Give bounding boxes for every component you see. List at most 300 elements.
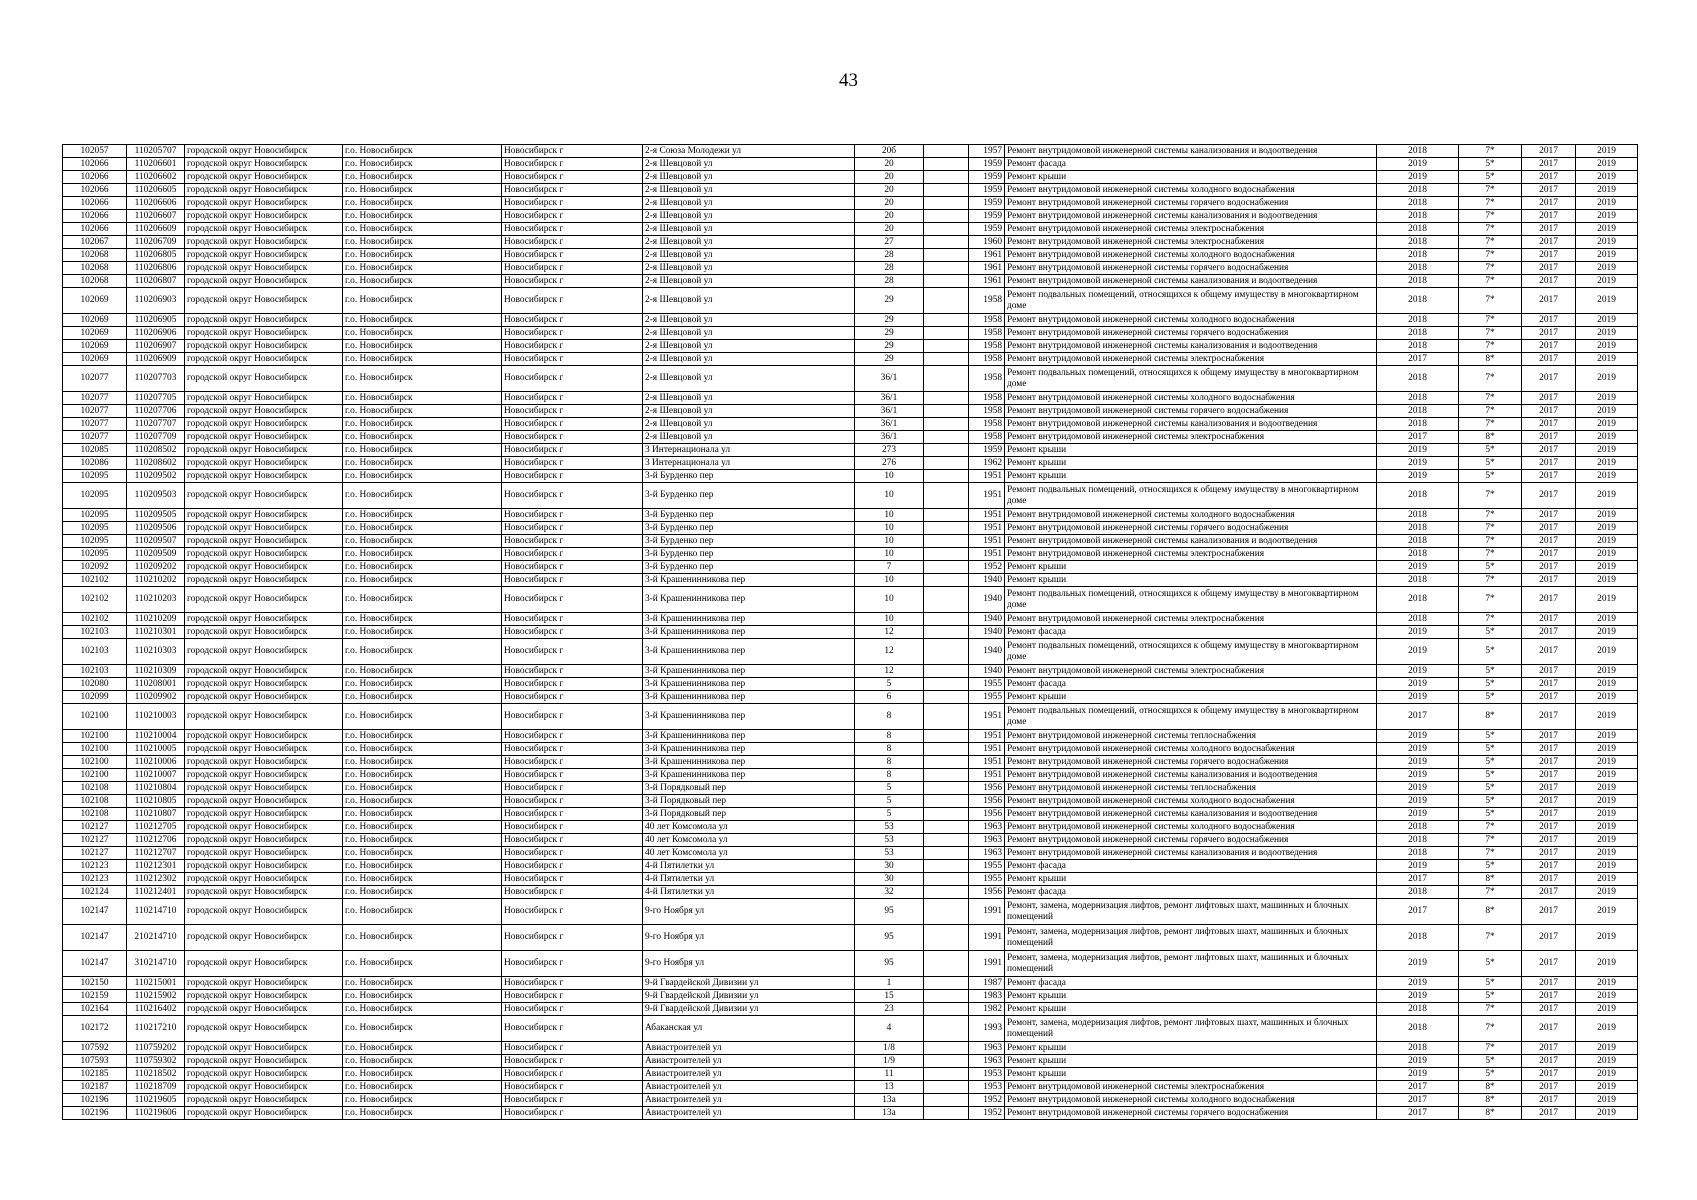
plan-year-cell: 2019 <box>1377 158 1459 171</box>
municipality-cell: городской округ Новосибирск <box>185 1042 343 1055</box>
work-type-cell: Ремонт внутридомовой инженерной системы горячего водоснабжения <box>1005 262 1377 275</box>
house-id-cell: 102095 <box>63 548 127 561</box>
municipality-cell: городской округ Новосибирск <box>185 223 343 236</box>
build-year-cell: 1940 <box>969 626 1005 639</box>
work-type-cell: Ремонт фасада <box>1005 626 1377 639</box>
street-cell: 3-й Бурденко пер <box>643 483 855 509</box>
city-cell: Новосибирск г <box>502 808 643 821</box>
table-row <box>63 587 1638 613</box>
build-year-cell: 1958 <box>969 405 1005 418</box>
period-end-cell: 2019 <box>1576 1081 1638 1094</box>
house-number-cell: 1/9 <box>855 1055 924 1068</box>
house-id-cell: 102077 <box>63 431 127 444</box>
street-cell: 9-го Ноября ул <box>643 899 855 925</box>
period-end-cell: 2019 <box>1576 210 1638 223</box>
municipality-cell: городской округ Новосибирск <box>185 535 343 548</box>
work-id-cell: 110206601 <box>127 158 185 171</box>
corpus-cell <box>924 626 969 639</box>
house-number-cell: 11 <box>855 1068 924 1081</box>
period-start-cell: 2017 <box>1522 1081 1576 1094</box>
table-row <box>63 1055 1638 1068</box>
plan-year-cell: 2019 <box>1377 457 1459 470</box>
period-end-cell: 2019 <box>1576 1094 1638 1107</box>
house-id-cell: 107593 <box>63 1055 127 1068</box>
house-id-cell: 102100 <box>63 756 127 769</box>
period-end-cell: 2019 <box>1576 977 1638 990</box>
settlement-cell: г.о. Новосибирск <box>343 834 502 847</box>
plan-year-cell: 2018 <box>1377 197 1459 210</box>
period-start-cell: 2017 <box>1522 1042 1576 1055</box>
table-row <box>63 249 1638 262</box>
house-number-cell: 13а <box>855 1107 924 1120</box>
street-cell: 2-я Союза Молодежи ул <box>643 145 855 158</box>
street-cell: Авиастроителей ул <box>643 1042 855 1055</box>
house-id-cell: 102108 <box>63 808 127 821</box>
settlement-cell: г.о. Новосибирск <box>343 210 502 223</box>
city-cell: Новосибирск г <box>502 561 643 574</box>
period-end-cell: 2019 <box>1576 483 1638 509</box>
table-row <box>63 327 1638 340</box>
period-end-cell: 2019 <box>1576 587 1638 613</box>
work-id-cell: 110759202 <box>127 1042 185 1055</box>
plan-year-cell: 2019 <box>1377 990 1459 1003</box>
city-cell: Новосибирск г <box>502 639 643 665</box>
plan-year-cell: 2018 <box>1377 184 1459 197</box>
street-cell: 2-я Шевцовой ул <box>643 158 855 171</box>
house-id-cell: 102108 <box>63 782 127 795</box>
corpus-cell <box>924 210 969 223</box>
code-cell: 8* <box>1459 353 1522 366</box>
house-number-cell: 20 <box>855 197 924 210</box>
settlement-cell: г.о. Новосибирск <box>343 262 502 275</box>
build-year-cell: 1958 <box>969 392 1005 405</box>
work-id-cell: 110210203 <box>127 587 185 613</box>
table-row <box>63 782 1638 795</box>
period-end-cell: 2019 <box>1576 1055 1638 1068</box>
code-cell: 5* <box>1459 769 1522 782</box>
table-row <box>63 392 1638 405</box>
work-id-cell: 110208502 <box>127 444 185 457</box>
work-type-cell: Ремонт внутридомовой инженерной системы канализования и водоотведения <box>1005 145 1377 158</box>
table-row <box>63 548 1638 561</box>
settlement-cell: г.о. Новосибирск <box>343 561 502 574</box>
work-id-cell: 110210807 <box>127 808 185 821</box>
street-cell: 2-я Шевцовой ул <box>643 184 855 197</box>
work-type-cell: Ремонт крыши <box>1005 457 1377 470</box>
city-cell: Новосибирск г <box>502 1003 643 1016</box>
work-id-cell: 110215001 <box>127 977 185 990</box>
code-cell: 5* <box>1459 678 1522 691</box>
code-cell: 7* <box>1459 1003 1522 1016</box>
work-type-cell: Ремонт внутридомовой инженерной системы канализования и водоотведения <box>1005 769 1377 782</box>
work-id-cell: 110210007 <box>127 769 185 782</box>
corpus-cell <box>924 535 969 548</box>
plan-year-cell: 2018 <box>1377 587 1459 613</box>
table-row <box>63 1016 1638 1042</box>
period-end-cell: 2019 <box>1576 769 1638 782</box>
settlement-cell: г.о. Новосибирск <box>343 925 502 951</box>
municipality-cell: городской округ Новосибирск <box>185 873 343 886</box>
build-year-cell: 1991 <box>969 925 1005 951</box>
street-cell: 2-я Шевцовой ул <box>643 249 855 262</box>
city-cell: Новосибирск г <box>502 522 643 535</box>
plan-year-cell: 2019 <box>1377 951 1459 977</box>
settlement-cell: г.о. Новосибирск <box>343 977 502 990</box>
corpus-cell <box>924 990 969 1003</box>
work-id-cell: 110210805 <box>127 795 185 808</box>
build-year-cell: 1993 <box>969 1016 1005 1042</box>
municipality-cell: городской округ Новосибирск <box>185 990 343 1003</box>
table-row <box>63 366 1638 392</box>
work-type-cell: Ремонт фасада <box>1005 678 1377 691</box>
municipality-cell: городской округ Новосибирск <box>185 327 343 340</box>
table-row <box>63 665 1638 678</box>
city-cell: Новосибирск г <box>502 314 643 327</box>
settlement-cell: г.о. Новосибирск <box>343 678 502 691</box>
street-cell: 3-й Крашенинникова пер <box>643 626 855 639</box>
period-start-cell: 2017 <box>1522 548 1576 561</box>
work-id-cell: 110206907 <box>127 340 185 353</box>
settlement-cell: г.о. Новосибирск <box>343 1094 502 1107</box>
corpus-cell <box>924 444 969 457</box>
build-year-cell: 1951 <box>969 730 1005 743</box>
house-id-cell: 102100 <box>63 730 127 743</box>
settlement-cell: г.о. Новосибирск <box>343 873 502 886</box>
settlement-cell: г.о. Новосибирск <box>343 1107 502 1120</box>
period-start-cell: 2017 <box>1522 405 1576 418</box>
build-year-cell: 1961 <box>969 275 1005 288</box>
page-number: 43 <box>839 70 858 91</box>
street-cell: Авиастроителей ул <box>643 1107 855 1120</box>
code-cell: 7* <box>1459 613 1522 626</box>
settlement-cell: г.о. Новосибирск <box>343 1003 502 1016</box>
municipality-cell: городской округ Новосибирск <box>185 1081 343 1094</box>
period-start-cell: 2017 <box>1522 873 1576 886</box>
house-number-cell: 53 <box>855 847 924 860</box>
code-cell: 7* <box>1459 288 1522 314</box>
period-start-cell: 2017 <box>1522 1003 1576 1016</box>
street-cell: 3-й Бурденко пер <box>643 522 855 535</box>
table-row <box>63 1068 1638 1081</box>
code-cell: 5* <box>1459 1055 1522 1068</box>
build-year-cell: 1958 <box>969 327 1005 340</box>
house-id-cell: 102095 <box>63 470 127 483</box>
city-cell: Новосибирск г <box>502 886 643 899</box>
street-cell: 4-й Пятилетки ул <box>643 860 855 873</box>
plan-year-cell: 2019 <box>1377 977 1459 990</box>
table-row <box>63 262 1638 275</box>
municipality-cell: городской округ Новосибирск <box>185 886 343 899</box>
settlement-cell: г.о. Новосибирск <box>343 808 502 821</box>
period-start-cell: 2017 <box>1522 275 1576 288</box>
plan-year-cell: 2017 <box>1377 1107 1459 1120</box>
street-cell: 3-й Крашенинникова пер <box>643 756 855 769</box>
municipality-cell: городской округ Новосибирск <box>185 366 343 392</box>
period-start-cell: 2017 <box>1522 782 1576 795</box>
house-id-cell: 102147 <box>63 899 127 925</box>
work-id-cell: 110212705 <box>127 821 185 834</box>
plan-year-cell: 2019 <box>1377 756 1459 769</box>
municipality-cell: городской округ Новосибирск <box>185 626 343 639</box>
city-cell: Новосибирск г <box>502 756 643 769</box>
period-end-cell: 2019 <box>1576 366 1638 392</box>
code-cell: 7* <box>1459 184 1522 197</box>
street-cell: 4-й Пятилетки ул <box>643 873 855 886</box>
build-year-cell: 1987 <box>969 977 1005 990</box>
municipality-cell: городской округ Новосибирск <box>185 262 343 275</box>
house-number-cell: 36/1 <box>855 418 924 431</box>
period-end-cell: 2019 <box>1576 639 1638 665</box>
street-cell: 2-я Шевцовой ул <box>643 236 855 249</box>
build-year-cell: 1940 <box>969 574 1005 587</box>
house-number-cell: 53 <box>855 821 924 834</box>
build-year-cell: 1958 <box>969 366 1005 392</box>
period-start-cell: 2017 <box>1522 535 1576 548</box>
plan-year-cell: 2019 <box>1377 1055 1459 1068</box>
street-cell: 3-й Крашенинникова пер <box>643 587 855 613</box>
street-cell: Авиастроителей ул <box>643 1094 855 1107</box>
plan-year-cell: 2018 <box>1377 847 1459 860</box>
table-row <box>63 704 1638 730</box>
city-cell: Новосибирск г <box>502 405 643 418</box>
plan-year-cell: 2018 <box>1377 418 1459 431</box>
work-id-cell: 110209505 <box>127 509 185 522</box>
municipality-cell: городской округ Новосибирск <box>185 1003 343 1016</box>
period-end-cell: 2019 <box>1576 873 1638 886</box>
code-cell: 5* <box>1459 626 1522 639</box>
municipality-cell: городской округ Новосибирск <box>185 834 343 847</box>
corpus-cell <box>924 392 969 405</box>
work-id-cell: 110212707 <box>127 847 185 860</box>
house-id-cell: 102164 <box>63 1003 127 1016</box>
plan-year-cell: 2017 <box>1377 1081 1459 1094</box>
work-id-cell: 110218709 <box>127 1081 185 1094</box>
city-cell: Новосибирск г <box>502 678 643 691</box>
plan-year-cell: 2018 <box>1377 340 1459 353</box>
city-cell: Новосибирск г <box>502 145 643 158</box>
street-cell: 2-я Шевцовой ул <box>643 171 855 184</box>
work-id-cell: 110207705 <box>127 392 185 405</box>
plan-year-cell: 2018 <box>1377 145 1459 158</box>
period-start-cell: 2017 <box>1522 340 1576 353</box>
house-number-cell: 273 <box>855 444 924 457</box>
house-number-cell: 20 <box>855 223 924 236</box>
period-end-cell: 2019 <box>1576 626 1638 639</box>
work-type-cell: Ремонт внутридомовой инженерной системы горячего водоснабжения <box>1005 834 1377 847</box>
code-cell: 5* <box>1459 808 1522 821</box>
code-cell: 7* <box>1459 483 1522 509</box>
table-row <box>63 990 1638 1003</box>
house-number-cell: 1/8 <box>855 1042 924 1055</box>
plan-year-cell: 2018 <box>1377 366 1459 392</box>
period-start-cell: 2017 <box>1522 249 1576 262</box>
settlement-cell: г.о. Новосибирск <box>343 470 502 483</box>
period-end-cell: 2019 <box>1576 782 1638 795</box>
municipality-cell: городской округ Новосибирск <box>185 691 343 704</box>
municipality-cell: городской округ Новосибирск <box>185 418 343 431</box>
period-end-cell: 2019 <box>1576 1068 1638 1081</box>
house-number-cell: 7 <box>855 561 924 574</box>
street-cell: 3-й Бурденко пер <box>643 470 855 483</box>
municipality-cell: городской округ Новосибирск <box>185 145 343 158</box>
corpus-cell <box>924 743 969 756</box>
plan-year-cell: 2019 <box>1377 639 1459 665</box>
city-cell: Новосибирск г <box>502 1016 643 1042</box>
house-id-cell: 102069 <box>63 353 127 366</box>
work-id-cell: 110209509 <box>127 548 185 561</box>
corpus-cell <box>924 275 969 288</box>
house-number-cell: 36/1 <box>855 431 924 444</box>
period-start-cell: 2017 <box>1522 847 1576 860</box>
municipality-cell: городской округ Новосибирск <box>185 847 343 860</box>
municipality-cell: городской округ Новосибирск <box>185 457 343 470</box>
work-type-cell: Ремонт крыши <box>1005 470 1377 483</box>
work-type-cell: Ремонт крыши <box>1005 561 1377 574</box>
plan-year-cell: 2018 <box>1377 223 1459 236</box>
work-id-cell: 310214710 <box>127 951 185 977</box>
work-id-cell: 110217210 <box>127 1016 185 1042</box>
city-cell: Новосибирск г <box>502 184 643 197</box>
work-type-cell: Ремонт внутридомовой инженерной системы холодного водоснабжения <box>1005 743 1377 756</box>
build-year-cell: 1961 <box>969 262 1005 275</box>
plan-year-cell: 2019 <box>1377 1068 1459 1081</box>
code-cell: 7* <box>1459 392 1522 405</box>
corpus-cell <box>924 1016 969 1042</box>
municipality-cell: городской округ Новосибирск <box>185 1068 343 1081</box>
period-start-cell: 2017 <box>1522 197 1576 210</box>
city-cell: Новосибирск г <box>502 1055 643 1068</box>
build-year-cell: 1962 <box>969 457 1005 470</box>
street-cell: 2-я Шевцовой ул <box>643 223 855 236</box>
street-cell: 9-го Ноября ул <box>643 925 855 951</box>
work-id-cell: 110208001 <box>127 678 185 691</box>
street-cell: 2-я Шевцовой ул <box>643 275 855 288</box>
municipality-cell: городской округ Новосибирск <box>185 977 343 990</box>
city-cell: Новосибирск г <box>502 249 643 262</box>
work-id-cell: 110210309 <box>127 665 185 678</box>
period-start-cell: 2017 <box>1522 1068 1576 1081</box>
work-id-cell: 110212302 <box>127 873 185 886</box>
work-id-cell: 110214710 <box>127 899 185 925</box>
municipality-cell: городской округ Новосибирск <box>185 860 343 873</box>
corpus-cell <box>924 366 969 392</box>
settlement-cell: г.о. Новосибирск <box>343 587 502 613</box>
code-cell: 8* <box>1459 1081 1522 1094</box>
work-id-cell: 110207703 <box>127 366 185 392</box>
house-number-cell: 5 <box>855 795 924 808</box>
period-end-cell: 2019 <box>1576 795 1638 808</box>
period-end-cell: 2019 <box>1576 743 1638 756</box>
house-number-cell: 29 <box>855 340 924 353</box>
build-year-cell: 1961 <box>969 249 1005 262</box>
city-cell: Новосибирск г <box>502 470 643 483</box>
period-end-cell: 2019 <box>1576 197 1638 210</box>
build-year-cell: 1952 <box>969 561 1005 574</box>
period-start-cell: 2017 <box>1522 158 1576 171</box>
work-type-cell: Ремонт внутридомовой инженерной системы канализования и водоотведения <box>1005 418 1377 431</box>
plan-year-cell: 2018 <box>1377 210 1459 223</box>
work-id-cell: 110206805 <box>127 249 185 262</box>
period-start-cell: 2017 <box>1522 951 1576 977</box>
municipality-cell: городской округ Новосибирск <box>185 509 343 522</box>
work-id-cell: 110210303 <box>127 639 185 665</box>
municipality-cell: городской округ Новосибирск <box>185 431 343 444</box>
work-type-cell: Ремонт внутридомовой инженерной системы электроснабжения <box>1005 353 1377 366</box>
street-cell: 9-й Гвардейской Дивизии ул <box>643 977 855 990</box>
work-id-cell: 110207706 <box>127 405 185 418</box>
house-id-cell: 102150 <box>63 977 127 990</box>
house-number-cell: 36/1 <box>855 405 924 418</box>
code-cell: 7* <box>1459 886 1522 899</box>
house-id-cell: 102066 <box>63 184 127 197</box>
table-row <box>63 197 1638 210</box>
table-row <box>63 223 1638 236</box>
house-number-cell: 95 <box>855 951 924 977</box>
table-row <box>63 743 1638 756</box>
street-cell: 3-й Порядковый пер <box>643 782 855 795</box>
period-end-cell: 2019 <box>1576 145 1638 158</box>
corpus-cell <box>924 821 969 834</box>
work-id-cell: 110206909 <box>127 353 185 366</box>
table-row <box>63 431 1638 444</box>
period-start-cell: 2017 <box>1522 587 1576 613</box>
period-start-cell: 2017 <box>1522 171 1576 184</box>
house-id-cell: 102086 <box>63 457 127 470</box>
corpus-cell <box>924 587 969 613</box>
period-end-cell: 2019 <box>1576 834 1638 847</box>
work-type-cell: Ремонт внутридомовой инженерной системы электроснабжения <box>1005 223 1377 236</box>
corpus-cell <box>924 977 969 990</box>
settlement-cell: г.о. Новосибирск <box>343 223 502 236</box>
build-year-cell: 1952 <box>969 1107 1005 1120</box>
corpus-cell <box>924 613 969 626</box>
build-year-cell: 1956 <box>969 808 1005 821</box>
house-number-cell: 27 <box>855 236 924 249</box>
house-number-cell: 10 <box>855 574 924 587</box>
street-cell: 2-я Шевцовой ул <box>643 314 855 327</box>
house-id-cell: 102095 <box>63 509 127 522</box>
street-cell: 3-й Бурденко пер <box>643 561 855 574</box>
period-end-cell: 2019 <box>1576 249 1638 262</box>
house-number-cell: 29 <box>855 314 924 327</box>
build-year-cell: 1959 <box>969 210 1005 223</box>
work-type-cell: Ремонт, замена, модернизация лифтов, ремонт лифтовых шахт, машинных и блочных помещений <box>1005 1016 1377 1042</box>
corpus-cell <box>924 860 969 873</box>
house-number-cell: 12 <box>855 626 924 639</box>
corpus-cell <box>924 522 969 535</box>
settlement-cell: г.о. Новосибирск <box>343 899 502 925</box>
plan-year-cell: 2019 <box>1377 795 1459 808</box>
settlement-cell: г.о. Новосибирск <box>343 782 502 795</box>
work-id-cell: 110206609 <box>127 223 185 236</box>
work-id-cell: 110209502 <box>127 470 185 483</box>
work-type-cell: Ремонт внутридомовой инженерной системы горячего водоснабжения <box>1005 405 1377 418</box>
municipality-cell: городской округ Новосибирск <box>185 561 343 574</box>
house-id-cell: 102099 <box>63 691 127 704</box>
table-body <box>63 145 1638 1120</box>
table-row <box>63 613 1638 626</box>
municipality-cell: городской округ Новосибирск <box>185 210 343 223</box>
plan-year-cell: 2018 <box>1377 249 1459 262</box>
settlement-cell: г.о. Новосибирск <box>343 548 502 561</box>
house-id-cell: 102123 <box>63 860 127 873</box>
table-row <box>63 1107 1638 1120</box>
house-id-cell: 102068 <box>63 262 127 275</box>
city-cell: Новосибирск г <box>502 821 643 834</box>
house-number-cell: 20 <box>855 158 924 171</box>
period-end-cell: 2019 <box>1576 561 1638 574</box>
work-type-cell: Ремонт внутридомовой инженерной системы холодного водоснабжения <box>1005 821 1377 834</box>
